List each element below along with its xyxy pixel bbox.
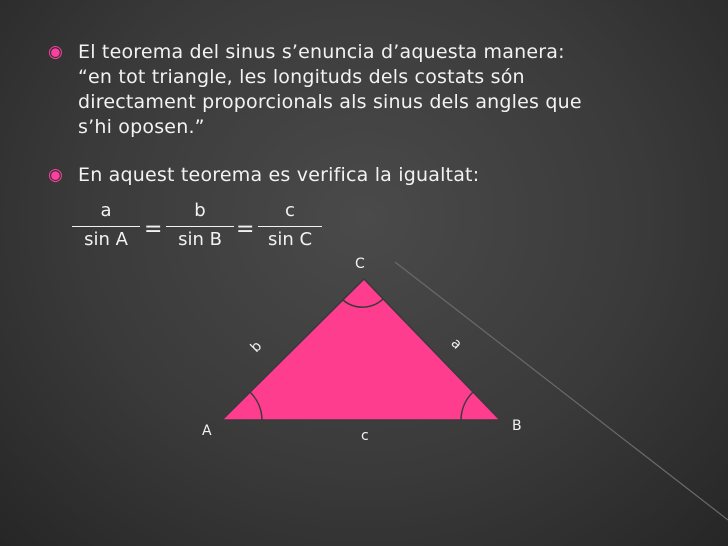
vertex-label-B: B <box>512 418 522 434</box>
bullet-line: En aquest teorema es verifica la igualtat: <box>78 164 480 186</box>
pink-circle-bullet-icon: ◉ <box>48 165 63 185</box>
fraction-denominator: sin A <box>84 229 128 250</box>
bullet-line: directament proporcionals als sinus dels angles que <box>78 91 582 113</box>
fraction-denominator: sin B <box>178 229 222 250</box>
vertex-label-A: A <box>202 423 212 439</box>
fraction-numerator: c <box>285 200 295 221</box>
side-label-c: c <box>361 428 369 444</box>
vertex-label-C: C <box>355 256 365 272</box>
fraction-denominator: sin C <box>267 229 313 250</box>
equals-sign: = <box>144 217 163 242</box>
side-label-a: a <box>447 335 465 353</box>
pink-circle-bullet-icon: ◉ <box>48 42 63 62</box>
side-label-b: b <box>247 338 266 356</box>
bullet-line: “en tot triangle, les longituds dels costats són <box>78 66 525 88</box>
bullet-line: El teorema del sinus s’enuncia d’aquesta manera: <box>78 41 565 63</box>
fraction-numerator: b <box>194 200 206 221</box>
fraction-numerator: a <box>100 200 112 221</box>
equals-sign: = <box>236 217 255 242</box>
bullet-line: s’hi oposen.” <box>78 116 205 138</box>
